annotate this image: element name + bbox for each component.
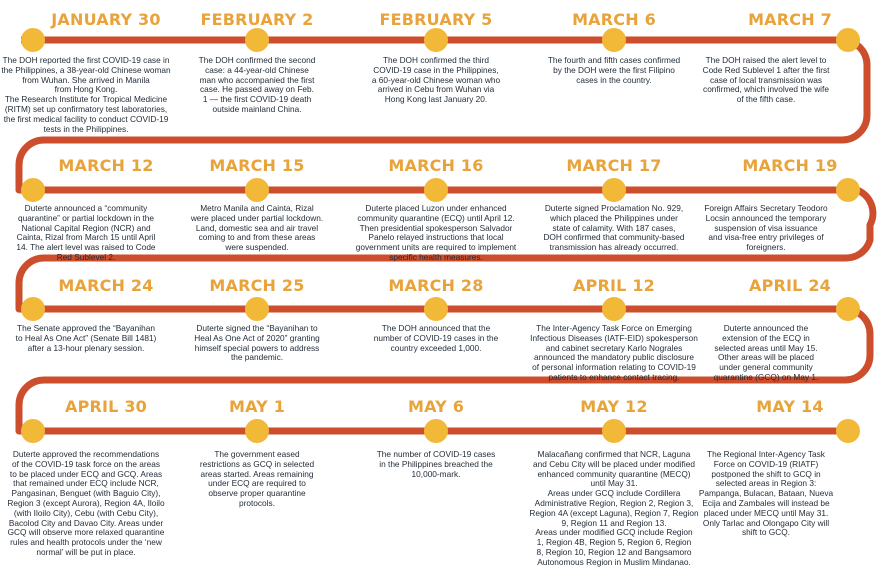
event-line: Foreign Affairs Secretary Teodoro (704, 203, 828, 213)
event-line: coming to and from these areas (198, 232, 316, 243)
event-line: under general community (719, 362, 813, 373)
event-line: observe proper quarantine (208, 488, 306, 499)
event-line: Land, domestic sea and air travel (195, 222, 319, 233)
event-line: specific health measures. (389, 251, 483, 262)
event-date: MARCH 15 (209, 156, 305, 175)
event-line: protocols. (239, 497, 275, 508)
event-date: FEBRUARY 2 (200, 10, 314, 29)
timeline-dot (836, 297, 860, 321)
event-description (350, 450, 522, 479)
event-line: postponed the shift to GCQ in (711, 468, 821, 479)
event-line: rules and health protocols under the ‘new (10, 537, 162, 548)
event-line: from Wuhan. She arrived in Manila (22, 74, 150, 85)
event-line: Infectious Diseases (IATF-EID) spokesperson (530, 332, 698, 343)
timeline-dot (836, 178, 860, 202)
timeline-dot (21, 419, 45, 443)
event-line: Autonomous Region in Muslim Mindanao. (537, 556, 691, 567)
event-line: Region 4A (except Laguna), Region 7, Region (529, 507, 699, 518)
event-line: The Regional Inter-Agency Task (707, 449, 825, 459)
event-date: MARCH 28 (388, 276, 484, 295)
timeline-dot (836, 28, 860, 52)
event-line: Duterte announced a “community (24, 203, 148, 213)
event-date: MAY 1 (228, 397, 286, 416)
event-line: Duterte signed Proclamation No. 929, (544, 203, 684, 213)
event-description (350, 204, 522, 263)
timeline-dot (21, 297, 45, 321)
event-line: and cabinet secretary Karlo Nograles (545, 342, 683, 353)
event-date: MARCH 12 (58, 156, 154, 175)
event-line: suspension of visa issuance (714, 222, 818, 233)
event-description (680, 56, 852, 105)
event-line: of personal information relating to COVID-19 (532, 362, 696, 373)
event-line: normal’ will be put in place. (36, 546, 136, 557)
event-line: extension of the ECQ in (722, 332, 810, 343)
event-line: quarantine” or partial lockdown in the (17, 212, 155, 223)
event-line: Heal As One Act of 2020” granting (194, 332, 320, 343)
event-line: number of COVID-19 cases in the (373, 332, 499, 343)
timeline-dot (424, 297, 448, 321)
event-line: The fourth and fifth cases confirmed (547, 55, 681, 65)
event-line: a 60-year-old Chinese woman who (371, 74, 501, 85)
event-date: MAY 6 (407, 397, 465, 416)
event-line: in the Philippines breached the (379, 458, 493, 469)
event-description (528, 324, 700, 383)
event-line: were placed under partial lockdown. (190, 212, 324, 223)
event-date: MARCH 25 (209, 276, 305, 295)
event-line: the first medical facility to conduct COVID-19 (3, 113, 169, 124)
event-line: to be placed under ECQ and GCQ. Areas (9, 468, 163, 479)
event-line: tests in the Philippines. (43, 123, 129, 134)
event-line: Cainta, Rizal from March 15 until April (16, 232, 156, 243)
event-line: Force on COVID-19 (RIATF) (713, 458, 819, 469)
timeline-dot (424, 28, 448, 52)
event-line: Red Sublevel 2. (56, 251, 116, 262)
event-line: under ECQ are required to (208, 478, 306, 489)
event-date: MARCH 6 (572, 10, 656, 29)
event-line: 9, Region 11 and Region 13. (561, 517, 667, 528)
event-line: announced the mandatory public disclosure (533, 352, 695, 363)
event-line: government units are required to implement (355, 242, 517, 253)
event-line: restrictions as GCQ in selected (199, 458, 315, 469)
event-line: The DOH confirmed the second (198, 55, 316, 65)
event-date: MAY 12 (580, 397, 648, 416)
event-line: selected areas in Region 3: (715, 478, 817, 489)
event-line: arrived in Cebu from Wuhan via (377, 84, 495, 95)
event-line: The Inter-Agency Task Force on Emerging (536, 323, 692, 333)
event-line: Ecija and Zambales will instead be (702, 497, 830, 508)
event-line: Malacañang confirmed that NCR, Laguna (537, 449, 691, 459)
event-line: Panelo relayed instructions that local (368, 232, 504, 243)
event-line: Duterte announced the (723, 323, 809, 333)
event-date: APRIL 24 (748, 276, 831, 295)
event-line: enhanced community quarantine (MECQ) (537, 468, 691, 479)
event-line: community quarantine (ECQ) until April 12. (357, 212, 515, 223)
event-description (528, 450, 700, 568)
event-line: The DOH reported the first COVID-19 case in (2, 55, 170, 65)
event-description (350, 324, 522, 353)
event-line: Then presidential spokesperson Salvador (359, 222, 513, 233)
event-line: from Hong Kong. (54, 84, 118, 95)
timeline-dot (602, 297, 626, 321)
timeline-dot (21, 28, 45, 52)
event-line: 14. The alert level was raised to Code (16, 242, 156, 253)
event-description (0, 56, 172, 134)
event-description (0, 324, 172, 353)
event-line: foreigners. (746, 242, 786, 253)
event-line: Areas under GCQ include Cordillera (547, 488, 681, 499)
event-line: areas started. Areas remaining (200, 468, 314, 479)
event-date: FEBRUARY 5 (379, 10, 493, 29)
event-line: Code Red Sublevel 1 after the first (702, 64, 830, 75)
event-line: 8, Region 10, Region 12 and Bangsamoro (536, 546, 692, 557)
event-date: APRIL 12 (572, 276, 655, 295)
event-line: which placed the Philippines under (550, 212, 678, 223)
event-line: of the COVID-19 task force on the areas (11, 458, 161, 469)
event-line: COVID-19 case in the Philippines, (373, 64, 499, 75)
event-description (0, 450, 172, 558)
timeline-dot (424, 419, 448, 443)
event-date: MAY 14 (756, 397, 824, 416)
event-line: transmission has already occurred. (549, 242, 679, 253)
event-line: state of calamity. With 187 cases, (552, 222, 676, 233)
event-line: by the DOH were the first Filipino (553, 64, 675, 75)
event-date: MARCH 7 (748, 10, 832, 29)
event-line: Bacolod City and Davao City. Areas under (8, 517, 164, 528)
event-line: Pampanga, Bulacan, Bataan, Nueva (698, 488, 834, 499)
timeline-dot (245, 419, 269, 443)
event-date: MARCH 24 (58, 276, 154, 295)
event-description (680, 204, 852, 253)
timeline-dot (245, 28, 269, 52)
timeline-dot (424, 178, 448, 202)
event-line: case of local transmission was (709, 74, 823, 85)
event-line: outside mainland China. (212, 103, 302, 114)
event-line: (RITM) set up confirmatory test laboratories, (4, 103, 168, 114)
event-line: The government eased (214, 449, 300, 459)
timeline-dot (21, 178, 45, 202)
event-date: JANUARY 30 (51, 10, 161, 29)
event-line: Duterte approved the recommendations (12, 449, 160, 459)
event-line: 10,000-mark. (411, 468, 461, 479)
timeline-dot (602, 419, 626, 443)
event-date: MARCH 16 (388, 156, 484, 175)
event-line: himself special powers to address (194, 342, 320, 353)
timeline-dot (602, 28, 626, 52)
event-description (350, 56, 522, 105)
event-line: Region 3 (except Aurora), Region 4A, Iloilo (7, 497, 165, 508)
event-line: and Cebu City will be placed under modified (533, 458, 695, 469)
timeline-dot (836, 419, 860, 443)
event-line: that remained under ECQ include NCR, (13, 478, 159, 489)
event-description (171, 324, 343, 363)
timeline-dot (602, 178, 626, 202)
event-line: man who accompanied the first (199, 74, 315, 85)
event-line: Administrative Region, Region 2, Region 3, (534, 497, 694, 508)
event-description (528, 56, 700, 85)
event-line: The Research Institute for Tropical Medicine (4, 94, 168, 105)
event-line: 1 — the first COVID-19 death (202, 94, 312, 105)
event-line: Areas under modified GCQ include Region (535, 527, 693, 538)
event-line: Hong Kong last January 20. (384, 94, 488, 105)
event-line: the pandemic. (230, 352, 284, 363)
event-line: Pangasinan, Benguet (with Baguio City), (11, 488, 161, 499)
event-date: MARCH 19 (742, 156, 838, 175)
event-line: selected areas until May 15. (714, 342, 818, 353)
timeline-dot (245, 297, 269, 321)
event-line: (with Iloilo City), Cebu (with Cebu City), (13, 507, 159, 518)
event-line: Duterte placed Luzon under enhanced (365, 203, 507, 213)
event-line: The DOH announced that the (381, 323, 491, 333)
event-line: National Capital Region (NCR) and (21, 222, 151, 233)
event-line: to Heal As One Act” (Senate Bill 1481) (15, 332, 157, 343)
event-description (528, 204, 700, 253)
event-line: of the fifth case. (736, 94, 796, 105)
event-description (680, 324, 852, 383)
event-line: country exceeded 1,000. (390, 342, 482, 353)
event-line: Locsin announced the temporary (705, 212, 827, 223)
event-line: case: a 44-year-old Chinese (205, 64, 309, 75)
event-line: The number of COVID-19 cases (376, 449, 496, 459)
event-line: until May 31. (590, 478, 638, 489)
event-line: patients to enhance contact tracing. (548, 371, 680, 382)
event-line: DOH confirmed that community-based (543, 232, 685, 243)
event-line: the Philippines, a 38-year-old Chinese woman (1, 64, 171, 75)
event-line: cases in the country. (576, 74, 652, 85)
event-line: Other areas will be placed (718, 352, 814, 363)
event-line: The DOH raised the alert level to (705, 55, 827, 65)
event-date: MARCH 17 (566, 156, 662, 175)
event-line: confirmed, which involved the wife (703, 84, 829, 95)
event-date: APRIL 30 (64, 397, 147, 416)
event-line: Duterte signed the “Bayanihan to (196, 323, 318, 333)
event-line: 1, Region 4B, Region 5, Region 6, Region (536, 537, 692, 548)
event-description (680, 450, 852, 538)
event-line: The Senate approved the “Bayanihan (17, 323, 155, 333)
timeline-dot (245, 178, 269, 202)
event-line: Only Tarlac and Olongapo City will (702, 517, 830, 528)
event-description (0, 204, 172, 263)
event-description (171, 204, 343, 253)
event-line: placed under MECQ until May 31. (703, 507, 829, 518)
event-line: quarantine (GCQ) on May 1. (713, 371, 819, 382)
event-description (171, 450, 343, 509)
event-description (171, 56, 343, 115)
event-line: The DOH confirmed the third (382, 55, 490, 65)
event-line: case. He passed away on Feb. (200, 84, 314, 95)
event-line: after a 13-hour plenary session. (27, 342, 145, 353)
event-line: were suspended. (225, 242, 289, 253)
event-line: and visa-free entry privileges of (708, 232, 824, 243)
event-line: shift to GCQ. (742, 527, 790, 538)
event-line: Metro Manila and Cainta, Rizal (200, 203, 314, 213)
event-line: GCQ will observe more relaxed quarantine (7, 527, 165, 538)
